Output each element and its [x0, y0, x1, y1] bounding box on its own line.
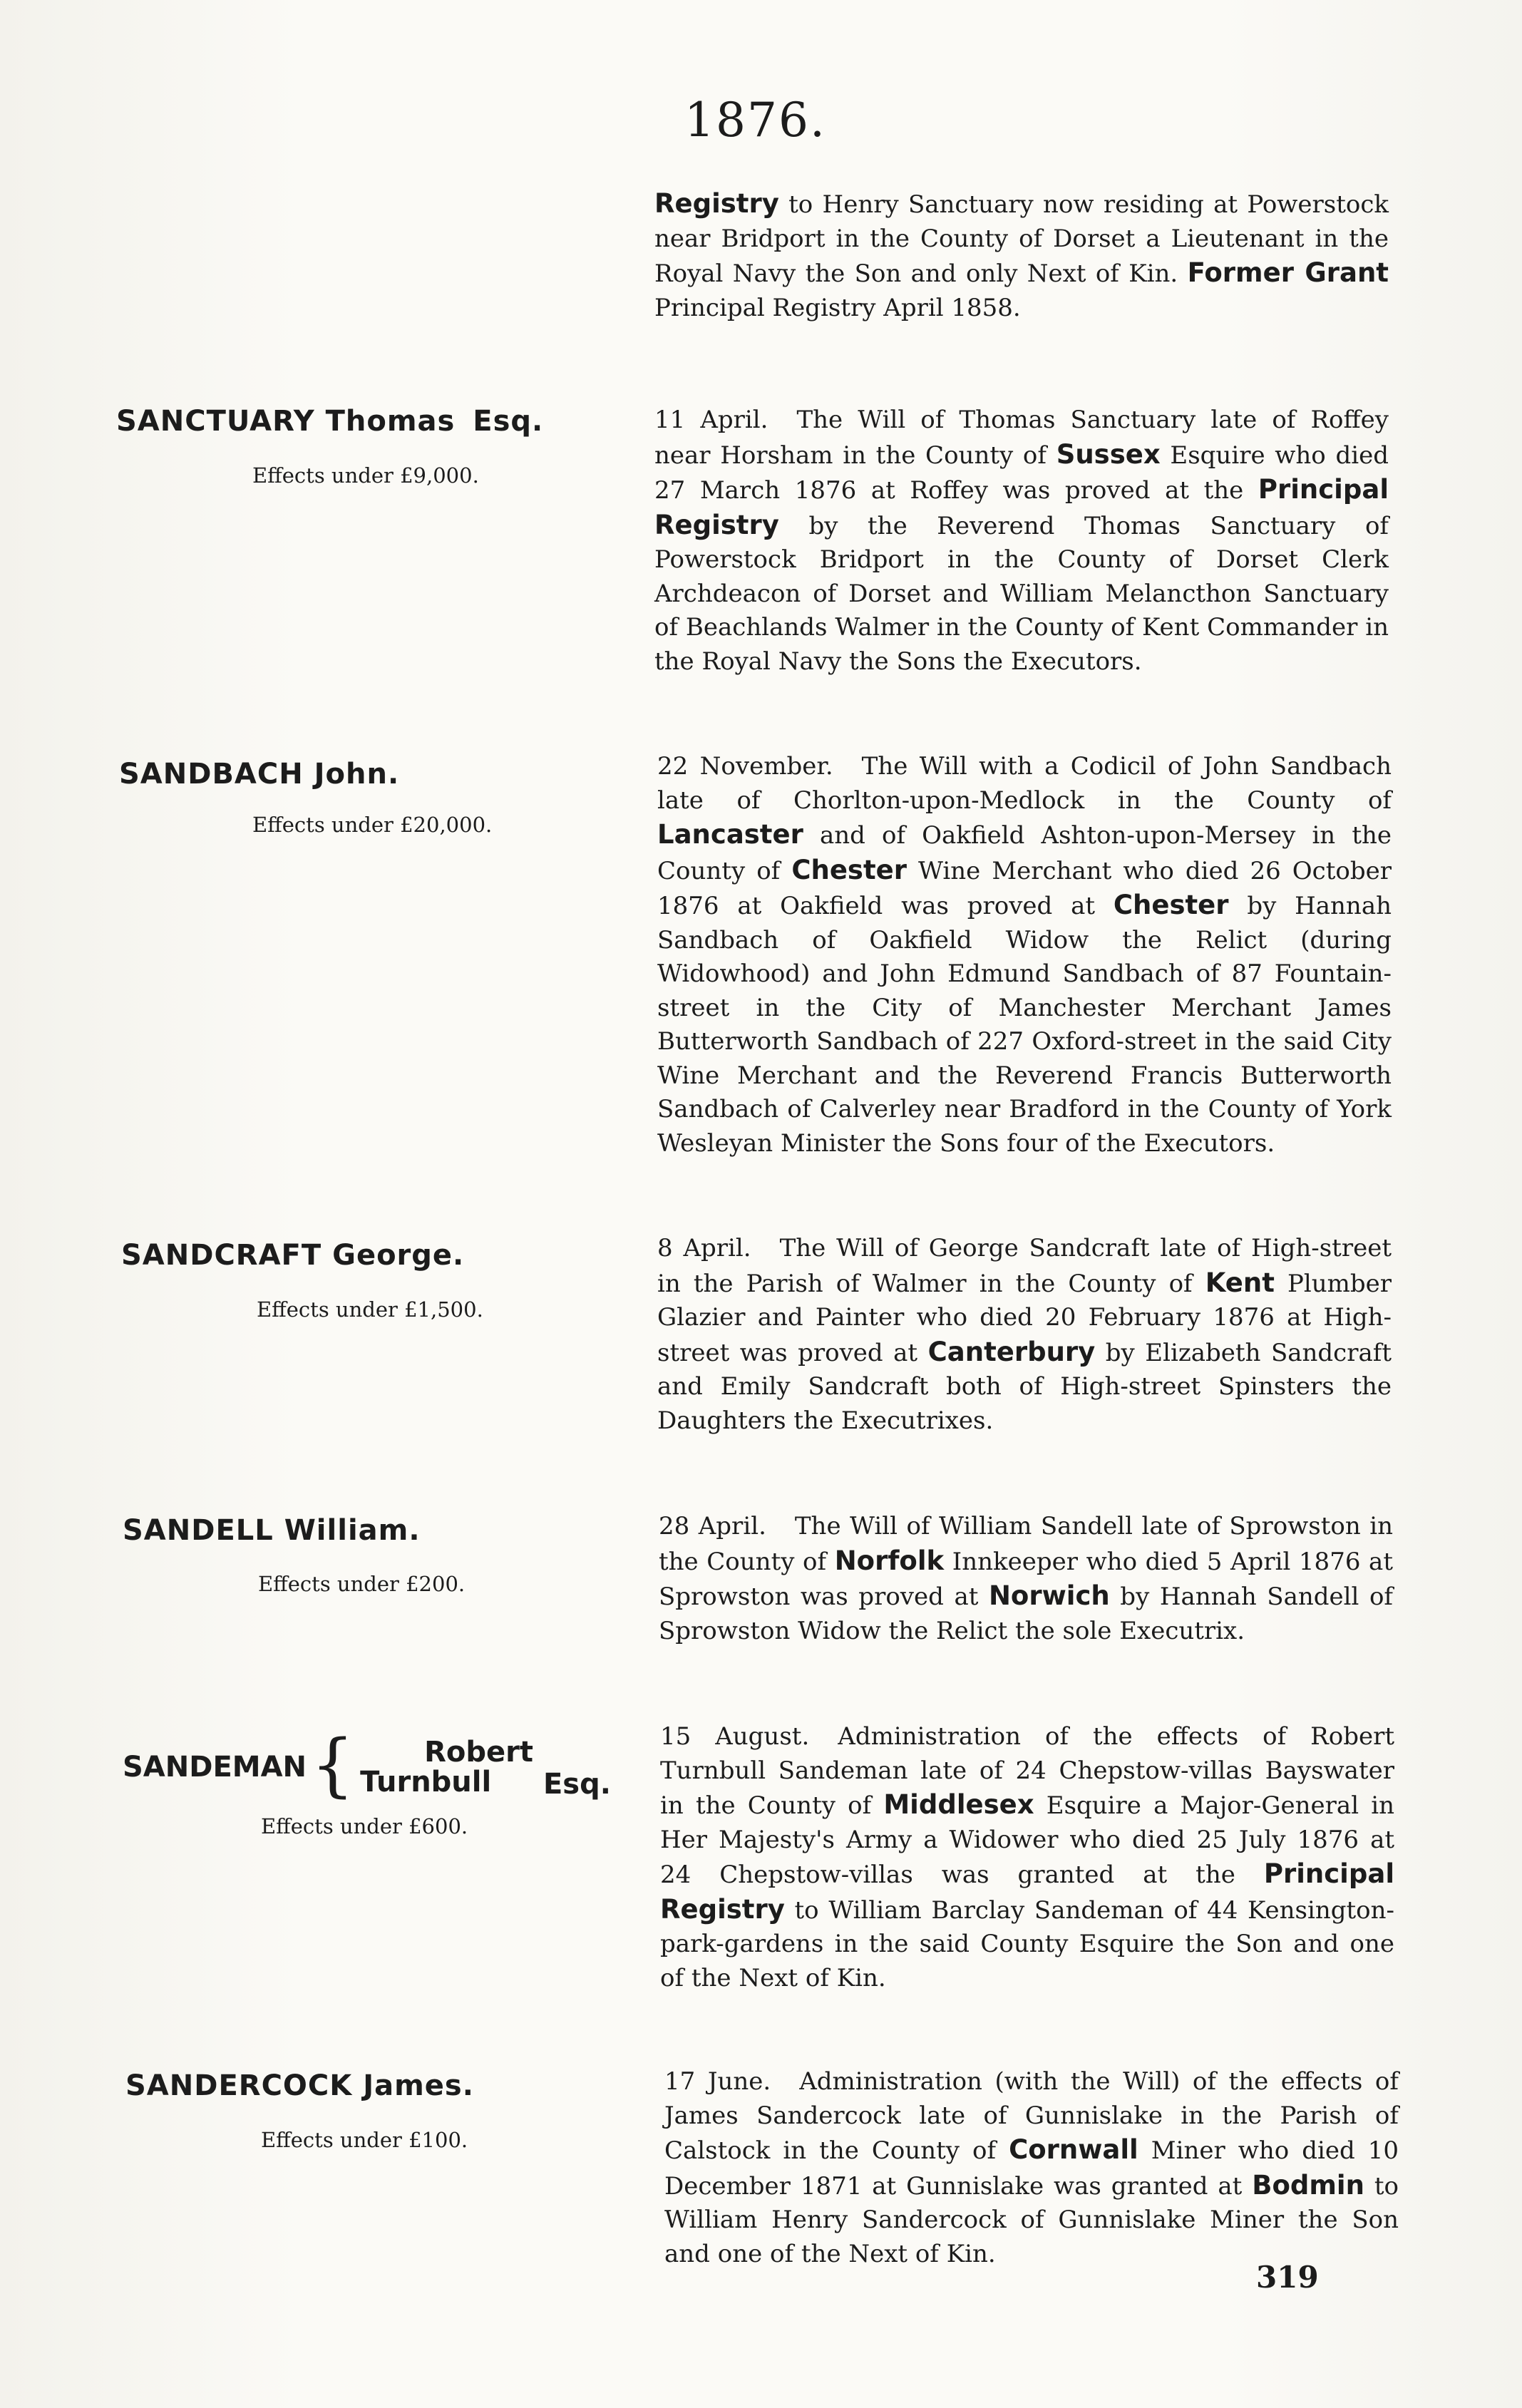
bold-place-name: Bodmin [1252, 2169, 1364, 2201]
entry-name [125, 2069, 474, 2102]
text-segment: The Will of Thomas Sanctuary late of Roffey near Horsham in the County of [654, 406, 1389, 470]
entry-text [657, 1232, 1392, 1438]
entry-given-name-line: Robert [424, 1736, 533, 1769]
entry-text [664, 2065, 1399, 2271]
entry-surname: SANDCRAFT [121, 1239, 322, 1272]
text-segment: Plumber Glazier and Painter who died 20 February 1876 at High-street was proved at [657, 1269, 1392, 1367]
entry-name [121, 1239, 464, 1272]
entry-date: 8 April. [657, 1234, 751, 1262]
text-segment: The Will with a Codicil of John Sandbach late of Chorlton-upon-Medlock in the County of [657, 752, 1392, 815]
entry-date: 28 April. [659, 1512, 766, 1540]
entry-surname: SANDEMAN [123, 1751, 307, 1784]
bold-place-name: Norfolk [834, 1545, 945, 1576]
text-segment: Wine Merchant who died 26 October 1876 at Oakfield was proved at [657, 856, 1392, 920]
entry-effects: Effects under £200. [258, 1572, 466, 1596]
text-segment: Esquire who died 27 March 1876 at Roffey was proved at the [654, 441, 1389, 505]
bold-place-name: Registry [654, 188, 779, 219]
entry-text [660, 1720, 1394, 1995]
entry-text [657, 750, 1392, 1161]
bold-place-name: Principal Registry [654, 474, 1389, 540]
bold-place-name: Chester [791, 854, 907, 885]
text-segment: Administration (with the Will) of the effects of James Sandercock late of Gunnislake in the Parish of Calstock in the County of [664, 2067, 1399, 2165]
text-segment: by Hannah Sandell of Sprowston Widow the Relict the sole Executrix. [659, 1583, 1393, 1645]
brace-glyph: { [311, 1725, 355, 1805]
page-number: 319 [1256, 2260, 1319, 2295]
bold-place-name: Sussex [1056, 438, 1161, 470]
entry-given-name: Thomas [325, 405, 456, 438]
continuation-text [654, 187, 1389, 325]
text-segment: by Hannah Sandbach of Oakfield Widow the Relict (during Widowhood) and John Edmund Sandbach of 87 Fountain-street in the City of Manchester Merchant James Butterworth Sandbach of 227 Oxford-street in the said City Wine Merchant and the Reverend Francis Butterworth Sandbach of Calverley near Bradford in the County of York Wesleyan Minister the Sons four of the Executors. [657, 892, 1392, 1158]
entry-effects: Effects under £1,500. [257, 1297, 483, 1322]
entry-suffix: Esq. [543, 1768, 611, 1801]
entry-surname: SANDBACH [119, 758, 304, 791]
entry-text [654, 403, 1389, 679]
text-segment: Miner who died 10 December 1871 at Gunnislake was granted at [664, 2136, 1399, 2201]
entry-date: 15 August. [660, 1722, 810, 1751]
bold-place-name: Canterbury [927, 1336, 1096, 1367]
entry-surname: SANDERCOCK [125, 2069, 353, 2102]
entry-surname: SANCTUARY [116, 405, 315, 438]
text-segment: and of Oakfield Ashton-upon-Mersey in the County of [657, 821, 1392, 885]
bold-place-name: Middlesex [883, 1789, 1034, 1820]
entry-given-name: William. [284, 1514, 421, 1547]
entry-effects: Effects under £100. [261, 2128, 468, 2152]
entry-name [123, 1514, 421, 1547]
entry-effects: Effects under £9,000. [252, 463, 479, 488]
entry-given-name: John. [314, 758, 400, 791]
text-segment: to William Henry Sandercock of Gunnislake Miner the Son and one of the Next of Kin. [664, 2171, 1399, 2268]
text-segment: to Henry Sanctuary now residing at Powerstock near Bridport in the County of Dorset a Lieutenant in the Royal Navy the Son and only Next of Kin. [654, 190, 1389, 288]
bold-place-name: Cornwall [1009, 2134, 1138, 2165]
entry-date: 11 April. [654, 406, 768, 434]
page-year-header: 1876. [684, 93, 826, 148]
entry-name [119, 758, 399, 791]
bold-place-name: Chester [1113, 890, 1229, 920]
bold-place-name: Norwich [988, 1580, 1110, 1611]
entry-name [123, 1725, 611, 1805]
text-segment: The Will of George Sandcraft late of High-street in the Parish of Walmer in the County of [657, 1234, 1392, 1298]
entry-given-name-line: Turnbull [360, 1766, 492, 1799]
entry-date: 22 November. [657, 752, 833, 781]
bold-place-name: Principal Registry [660, 1858, 1394, 1925]
text-segment: The Will of William Sandell late of Sprowston in the County of [659, 1512, 1393, 1576]
text-segment: by the Reverend Thomas Sanctuary of Powerstock Bridport in the County of Dorset Clerk Archdeacon of Dorset and William Melancthon Sanctuary of Beachlands Walmer in the County of Kent Commander in the Royal Navy the Sons the Executors. [654, 511, 1389, 676]
entry-suffix: Esq. [473, 405, 544, 438]
entry-given-names [360, 1737, 533, 1797]
entry-given-name: George. [332, 1239, 465, 1272]
entry-given-name: James. [363, 2069, 474, 2102]
bold-place-name: Former Grant [1187, 257, 1389, 288]
text-segment: Innkeeper who died 5 April 1876 at Sprowston was proved at [659, 1547, 1393, 1611]
entry-date: 17 June. [664, 2067, 771, 2096]
bold-place-name: Kent [1205, 1267, 1275, 1298]
text-segment: Esquire a Major-General in Her Majesty's Army a Widower who died 25 July 1876 at 24 Chepstow-villas was granted at the [660, 1791, 1395, 1889]
entry-surname: SANDELL [123, 1514, 274, 1547]
text-segment: Principal Registry April 1858. [654, 293, 1021, 322]
text-segment: Administration of the effects of Robert Turnbull Sandeman late of 24 Chepstow-villas Bayswater in the County of [660, 1722, 1394, 1820]
bold-place-name: Lancaster [657, 819, 803, 850]
entry-text [659, 1510, 1393, 1648]
entry-effects: Effects under £20,000. [252, 813, 493, 837]
entry-name [116, 405, 543, 438]
text-segment: by Elizabeth Sandcraft and Emily Sandcraft both of High-street Spinsters the Daughters the Executrixes. [657, 1338, 1392, 1435]
entry-effects: Effects under £600. [261, 1814, 468, 1838]
text-segment: to William Barclay Sandeman of 44 Kensington-park-gardens in the said County Esquire the Son and one of the Next of Kin. [660, 1895, 1394, 1992]
